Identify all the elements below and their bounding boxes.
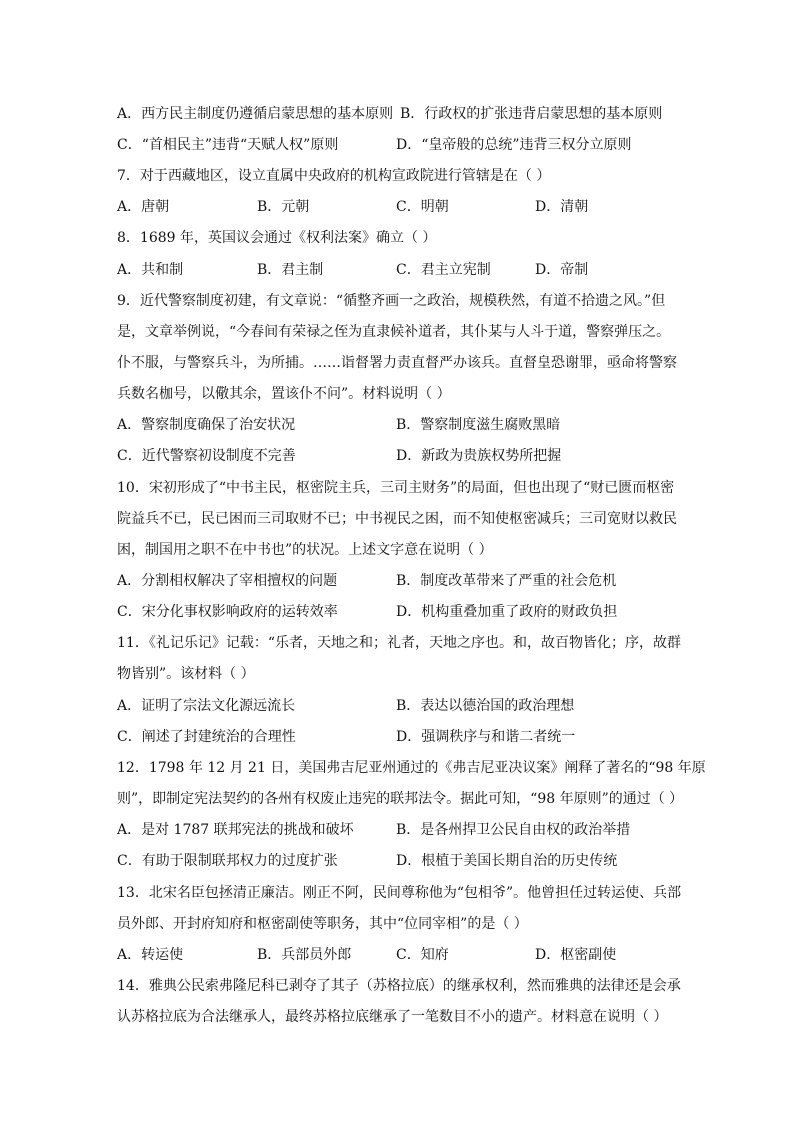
q9-stem-line-1: 9．近代警察制度初建，有文章说：“循整齐画一之政治，规模秩然，有道不拾遗之风。”但 xyxy=(117,293,666,309)
q7-stem: 7．对于西藏地区，设立直属中央政府的机构宣政院进行管辖是在（ ） xyxy=(117,168,551,184)
q11-stem-line-1: 11．《礼记乐记》记载：“乐者，天地之和；礼者，天地之序也。和，故百物皆化；序，故群 xyxy=(117,635,681,651)
q8-stem: 8．1689 年，英国议会通过《权利法案》确立（ ） xyxy=(117,230,437,246)
q6-option-b: B．行政权的扩张违背启蒙思想的基本原则 xyxy=(400,106,663,122)
q13-stem-line-2: 员外郎、开封府知府和枢密副使等职务，其中“位同宰相”的是（ ） xyxy=(117,916,528,932)
q14-stem-line-1: 14．雅典公民索弗隆尼科已剥夺了其子（苏格拉底）的继承权利，然而雅典的法律还是会承 xyxy=(117,978,681,994)
q13-stem-line-1: 13．北宋名臣包拯清正廉洁。刚正不阿，民间尊称他为“包相爷”。他曾担任过转运使、兵部 xyxy=(117,885,682,901)
q12-stem-line-2: 则”，即制定宪法契约的各州有权废止违宪的联邦法令。据此可知，“98 年原则”的通过（ ） xyxy=(117,791,684,807)
q10-stem-line-1: 10．宋初形成了“中书主民，枢密院主兵，三司主财务”的局面，但也出现了“财已匮而枢密 xyxy=(117,480,675,496)
q13-option-d: D．枢密副使 xyxy=(535,947,617,963)
q10-option-c: C．宋分化事权影响政府的运转效率 xyxy=(117,604,338,620)
q11-option-c: C．阐述了封建统治的合理性 xyxy=(117,729,296,745)
q9-option-c: C．近代警察初设制度不完善 xyxy=(117,448,296,464)
q10-option-b: B．制度改革带来了严重的社会危机 xyxy=(396,573,617,589)
q9-option-b: B．警察制度滋生腐败黑暗 xyxy=(396,417,561,433)
q9-option-a: A．警察制度确保了治安状况 xyxy=(117,417,296,433)
q7-option-b: B．元朝 xyxy=(257,199,310,215)
q13-option-c: C．知府 xyxy=(396,947,449,963)
q12-option-b: B．是各州捍卫公民自由权的政治举措 xyxy=(396,822,631,838)
q10-stem-line-2: 院益兵不已，民已困而三司取财不已；中书视民之困，而不知使枢密减兵；三司宽财以救民 xyxy=(117,511,677,527)
q11-stem-line-2: 物皆别”。该材料（ ） xyxy=(117,666,255,682)
q8-option-a: A．共和制 xyxy=(117,262,184,278)
q9-option-d: D．新政为贵族权势所把握 xyxy=(396,448,562,464)
q12-option-c: C．有助于限制联邦权力的过度扩张 xyxy=(117,853,338,869)
q9-stem-line-2: 是，文章举例说，“今春间有荣禄之侄为直隶候补道者，其仆某与人斗于道，警察弹压之。 xyxy=(117,324,671,340)
q13-option-a: A．转运使 xyxy=(117,947,184,963)
q6-option-a: A．西方民主制度仍遵循启蒙思想的基本原则 xyxy=(117,106,394,122)
q12-stem-line-1: 12．1798 年 12 月 21 日，美国弗吉尼亚州通过的《弗吉尼亚决议案》阐释了著名的“98 年原 xyxy=(117,760,706,776)
q6-option-d: D．“皇帝般的总统”违背三权分立原则 xyxy=(396,137,632,153)
q12-option-d: D．根植于美国长期自治的历史传统 xyxy=(396,853,618,869)
q9-stem-line-3: 仆不服，与警察兵斗，为所捕。……诣督署力责直督严办该兵。直督皇恐谢罪，亟命将警察 xyxy=(117,355,677,371)
q10-option-d: D．机构重叠加重了政府的财政负担 xyxy=(396,604,618,620)
q10-option-a: A．分割相权解决了宰相擅权的问题 xyxy=(117,573,338,589)
q7-option-d: D．清朝 xyxy=(535,199,589,215)
q11-option-a: A．证明了宗法文化源远流长 xyxy=(117,698,296,714)
q8-option-d: D．帝制 xyxy=(535,262,589,278)
q11-option-d: D．强调秩序与和谐二者统一 xyxy=(396,729,576,745)
q8-option-b: B．君主制 xyxy=(257,262,324,278)
q7-option-a: A．唐朝 xyxy=(117,199,170,215)
q14-stem-line-2: 认苏格拉底为合法继承人，最终苏格拉底继承了一笔数目不小的遗产。材料意在说明（ ） xyxy=(117,1009,668,1025)
q13-option-b: B．兵部员外郎 xyxy=(257,947,352,963)
q6-option-c: C．“首相民主”违背“天赋人权”原则 xyxy=(117,137,339,153)
q9-stem-line-4: 兵数名枷号，以儆其余，置该仆不问”。材料说明（ ） xyxy=(117,386,451,402)
q12-option-a: A．是对 1787 联邦宪法的挑战和破坏 xyxy=(117,822,354,838)
q11-option-b: B．表达以德治国的政治理想 xyxy=(396,698,575,714)
q8-option-c: C．君主立宪制 xyxy=(396,262,491,278)
q7-option-c: C．明朝 xyxy=(396,199,449,215)
q10-stem-line-3: 困，制国用之职不在中书也”的状况。上述文字意在说明（ ） xyxy=(117,542,493,558)
